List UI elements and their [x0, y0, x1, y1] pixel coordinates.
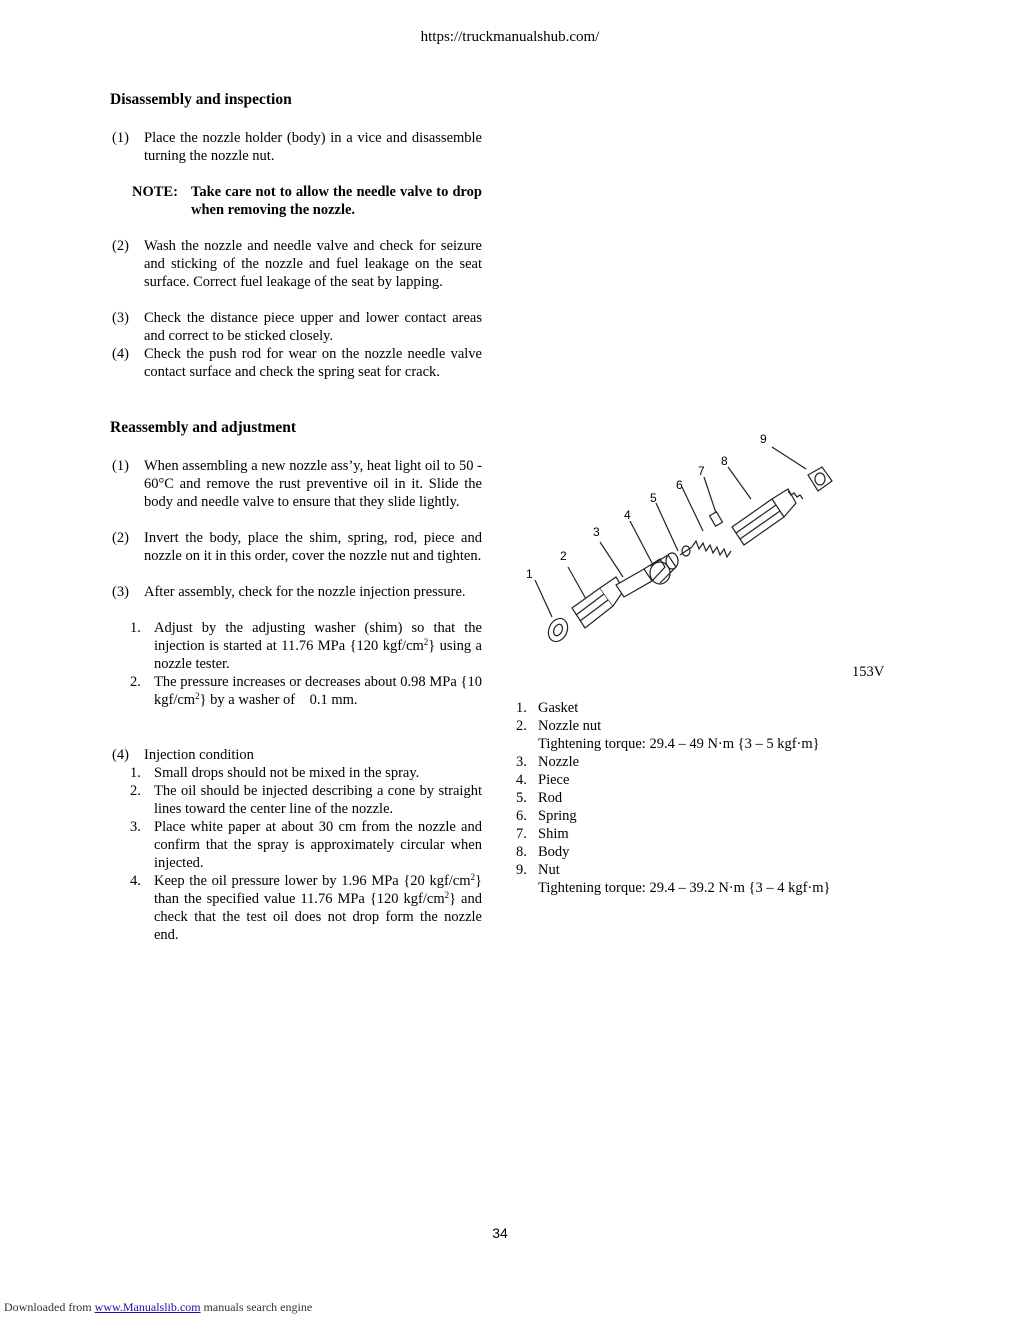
- list-item: [112, 457, 482, 511]
- item-text: Invert the body, place the shim, spring, rod, piece and nozzle on it in this order, cover the nozzle nut and tighten.: [144, 530, 482, 564]
- footer-suffix: manuals search engine: [200, 1300, 313, 1314]
- legend-item: 3. Nozzle: [516, 754, 580, 770]
- sub-item: [130, 872, 482, 944]
- sub-item-number: 1.: [130, 620, 141, 636]
- sub-item: [130, 673, 482, 709]
- legend-detail: Tightening torque: 29.4 – 49 N·m {3 – 5 kgf·m}: [538, 736, 820, 752]
- legend-item: 2. Nozzle nut: [516, 718, 602, 734]
- legend-item: 1. Gasket: [516, 700, 579, 716]
- sub-item: [130, 764, 482, 782]
- item-number: (4): [112, 346, 129, 362]
- sub-item-text: The oil should be injected describing a cone by straight lines toward the center line of the nozzle.: [154, 783, 482, 817]
- item-number: (2): [112, 530, 129, 546]
- item-number: (1): [112, 130, 129, 146]
- section-heading-reassembly: Reassembly and adjustment: [110, 419, 297, 436]
- item-text: Wash the nozzle and needle valve and check for seizure and sticking of the nozzle and fuel leakage on the seat surface. Correct fuel leakage of the seat by lapping.: [144, 238, 482, 290]
- item-number: (1): [112, 458, 129, 474]
- legend-item: 6. Spring: [516, 808, 577, 824]
- item-text: Injection condition: [144, 747, 254, 763]
- callout-8: 8: [721, 454, 728, 468]
- item-number: (3): [112, 310, 129, 326]
- item-text: Check the push rod for wear on the nozzle needle valve contact surface and check the spring seat for crack.: [144, 346, 482, 380]
- sub-item-text: Adjust by the adjusting washer (shim) so that the injection is started at 11.76 MPa {120 kgf/$cm^2$} using a nozzle tester.: [154, 620, 482, 672]
- item-number: (3): [112, 584, 129, 600]
- figure-code: 153V: [852, 664, 885, 680]
- sub-item-number: 4.: [130, 873, 141, 889]
- legend-item: 7. Shim: [516, 826, 569, 842]
- list-item: [112, 583, 482, 601]
- callout-4: 4: [624, 508, 631, 522]
- callout-1: 1: [526, 567, 533, 581]
- legend-item: 8. Body: [516, 844, 570, 860]
- sub-item-text: Keep the oil pressure lower by 1.96 MPa {20 kgf/$cm^2$} than the specified value 11.76 MPa {120 kgf/$cm^2$} and check that the test oil does not drop form the nozzle end.: [154, 872, 482, 943]
- section-heading-disassembly: Disassembly and inspection: [110, 91, 292, 108]
- legend-item: 4. Piece: [516, 772, 570, 788]
- callout-7: 7: [698, 464, 705, 478]
- parts-legend: [516, 699, 876, 897]
- callout-3: 3: [593, 525, 600, 539]
- sub-item-text: The pressure increases or decreases about 0.98 MPa {10 kgf/$cm^2$} by a washer of 0.1 mm.: [154, 674, 482, 708]
- page-number: 34: [492, 1225, 508, 1241]
- callout-5: 5: [650, 491, 657, 505]
- sub-item-text: Small drops should not be mixed in the spray.: [154, 765, 420, 781]
- item-number: (4): [112, 747, 129, 763]
- list-item: [112, 309, 482, 345]
- list-item: [112, 345, 482, 381]
- list-item: [112, 237, 482, 291]
- sub-item: [130, 782, 482, 818]
- header-url: https://truckmanualshub.com/: [420, 29, 600, 45]
- item-text: Check the distance piece upper and lower contact areas and correct to be sticked closely.: [144, 310, 482, 344]
- callout-9: 9: [760, 432, 767, 446]
- sub-item-text: Place white paper at about 30 cm from the nozzle and confirm that the spray is approximately circular when injected.: [154, 819, 482, 871]
- sub-item-number: 3.: [130, 819, 141, 835]
- note-label: NOTE:: [132, 184, 178, 200]
- legend-item: 9. Nut: [516, 862, 560, 878]
- footer-prefix: Downloaded from: [4, 1300, 95, 1314]
- legend-item: 5. Rod: [516, 790, 563, 806]
- legend-detail: Tightening torque: 29.4 – 39.2 N·m {3 – 4 kgf·m}: [538, 880, 831, 896]
- sub-item: [130, 619, 482, 673]
- note-block: [132, 183, 482, 219]
- list-item: [112, 746, 482, 764]
- note-text: Take care not to allow the needle valve to drop when removing the nozzle.: [191, 184, 482, 218]
- sub-item-number: 2.: [130, 783, 141, 799]
- callout-6: 6: [676, 478, 683, 492]
- list-item: [112, 129, 482, 165]
- sub-item-number: 2.: [130, 674, 141, 690]
- sub-item: [130, 818, 482, 872]
- footer-link[interactable]: www.Manualslib.com: [94, 1300, 201, 1314]
- list-item: [112, 529, 482, 565]
- callout-2: 2: [560, 549, 567, 563]
- sub-item-number: 1.: [130, 765, 141, 781]
- item-number: (2): [112, 238, 129, 254]
- footer: [4, 1298, 312, 1316]
- nozzle-exploded-diagram: [520, 425, 850, 655]
- item-text: Place the nozzle holder (body) in a vice and disassemble turning the nozzle nut.: [144, 130, 482, 164]
- item-text: After assembly, check for the nozzle injection pressure.: [144, 584, 466, 600]
- item-text: When assembling a new nozzle ass’y, heat light oil to 50 - 60°C and remove the rust preventive oil in it. Slide the body and needle valve to ensure that they slide lightly.: [144, 458, 482, 510]
